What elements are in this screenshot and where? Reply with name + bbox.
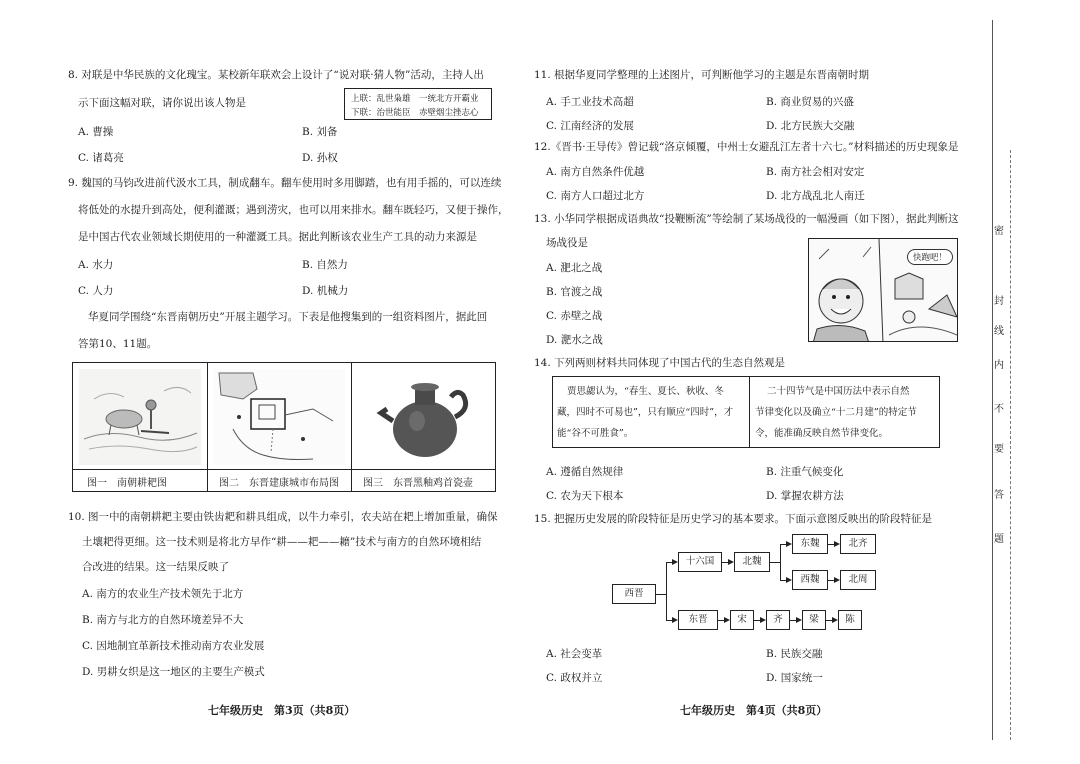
q9-stem-line2: 将低处的水提升到高处，便利灌溉；遇到涝灾，也可以用来排水。翻车既轻巧，又便于操作， (78, 204, 509, 216)
margin-char-1: 密 (994, 226, 1004, 237)
q9-stem-line3: 是中国古代农业领域长期使用的一种灌溉工具。据此判断该农业生产工具的动力来源是 (78, 231, 477, 243)
q14-stem: 14. 下列两则材料共同体现了中国古代的生态自然观是 (534, 357, 786, 369)
margin-char-4: 内 (994, 360, 1004, 371)
intro-line2: 答第10、11题。 (78, 338, 158, 350)
q13-option-c[interactable]: C. 赤壁之战 (546, 310, 603, 322)
material2-line2: 节律变化以及确立“十二月建”的特定节 (755, 407, 917, 418)
farming-illustration (79, 369, 201, 465)
q12-option-d[interactable]: D. 北方战乱北人南迁 (766, 190, 865, 202)
margin-char-7: 答 (994, 490, 1004, 501)
node-dongjin: 东晋 (678, 610, 718, 630)
figure2-caption: 图二 东晋建康城市布局图 (219, 478, 339, 489)
q10-stem-line1: 10. 图一中的南朝耕耙主要由铁齿耙和耕具组成，以牛力牵引，农夫站在耙上增加重量，确保 (68, 511, 498, 523)
q14-option-d[interactable]: D. 掌握农耕方法 (766, 490, 844, 502)
couplet-lower: 下联：治世能臣 赤壁烟尘挫志心 (351, 108, 479, 118)
q9-option-c[interactable]: C. 人力 (78, 285, 114, 297)
q15-option-a[interactable]: A. 社会变革 (546, 648, 603, 660)
couplet-box (344, 88, 492, 120)
q9-option-b[interactable]: B. 自然力 (302, 259, 348, 271)
node-liang: 梁 (802, 610, 826, 630)
q9-option-d[interactable]: D. 机械力 (302, 285, 349, 297)
q12-option-b[interactable]: B. 南方社会相对安定 (766, 166, 865, 178)
q8-option-d[interactable]: D. 孙权 (302, 152, 338, 164)
node-beiwei: 北魏 (734, 552, 770, 572)
node-qi: 齐 (766, 610, 790, 630)
city-layout-map (213, 369, 345, 465)
material2-line3: 令，能准确反映自然节律变化。 (755, 428, 889, 439)
figures-table (72, 362, 496, 492)
margin-char-5: 不 (994, 404, 1004, 415)
q14-option-c[interactable]: C. 农为天下根本 (546, 490, 624, 502)
q15-option-d[interactable]: D. 国家统一 (766, 672, 823, 684)
q9-stem-line1: 9. 魏国的马钧改进前代汲水工具，制成翻车。翻车使用时多用脚踏，也有用手摇的，可以连续 (68, 177, 502, 189)
cartoon-speech-bubble: 快跑吧！ (907, 249, 953, 265)
q10-option-a[interactable]: A. 南方的农业生产技术领先于北方 (82, 588, 244, 600)
q15-option-b[interactable]: B. 民族交融 (766, 648, 823, 660)
q11-option-c[interactable]: C. 江南经济的发展 (546, 120, 634, 132)
margin-char-6: 要 (994, 444, 1004, 455)
node-shiliuguo: 十六国 (678, 552, 722, 572)
node-chen: 陈 (838, 610, 862, 630)
q13-stem-line1: 13. 小华同学根据成语典故“投鞭断流”等绘制了某场战役的一幅漫画（如下图），据此判断这 (534, 213, 959, 225)
q15-option-c[interactable]: C. 政权并立 (546, 672, 603, 684)
q8-option-a[interactable]: A. 曹操 (78, 126, 114, 138)
q10-stem-line2: 土壤耙得更细。这一技术则是将北方早作“耕——耙——耱”技术与南方的自然环境相结 (82, 536, 482, 548)
q11-option-a[interactable]: A. 手工业技术高超 (546, 96, 634, 108)
q12-option-c[interactable]: C. 南方人口超过北方 (546, 190, 645, 202)
q13-option-a[interactable]: A. 淝北之战 (546, 262, 603, 274)
q13-option-d[interactable]: D. 淝水之战 (546, 334, 603, 346)
q13-stem-line2: 场战役是 (546, 237, 588, 249)
chicken-head-ewer (359, 369, 491, 465)
node-song: 宋 (730, 610, 754, 630)
q13-option-b[interactable]: B. 官渡之战 (546, 286, 603, 298)
q9-option-a[interactable]: A. 水力 (78, 259, 114, 271)
q14-option-b[interactable]: B. 注重气候变化 (766, 466, 844, 478)
material2-line1: 二十四节气是中国历法中表示自然 (767, 386, 910, 397)
q8-stem-line1: 8. 对联是中华民族的文化瑰宝。某校新年联欢会上设计了“说对联·猜人物”活动，主持人出 (68, 69, 484, 81)
q8-option-b[interactable]: B. 刘备 (302, 126, 338, 138)
node-xijin: 西晋 (612, 584, 656, 604)
margin-rule-left (992, 20, 993, 740)
material1-line2: 藏，四时不可易也”，只有顺应“四时”，才 (557, 407, 734, 418)
q8-option-c[interactable]: C. 诸葛亮 (78, 152, 124, 164)
figure3-caption: 图三 东晋黑釉鸡首瓷壶 (363, 478, 473, 489)
q15-stem: 15. 把握历史发展的阶段特征是历史学习的基本要求。下面示意图反映出的阶段特征是 (534, 513, 933, 525)
q8-stem-line2: 示下面这幅对联，请你说出该人物是 (78, 97, 246, 109)
q12-option-a[interactable]: A. 南方自然条件优越 (546, 166, 645, 178)
margin-char-8: 题 (994, 534, 1004, 545)
node-xiwei: 西魏 (792, 570, 828, 590)
q10-stem-line3: 合改进的结果。这一结果反映了 (82, 561, 229, 573)
material1-line3: 能“谷不可胜食”。 (557, 428, 634, 439)
q11-stem: 11. 根据华夏同学整理的上述图片，可判断他学习的主题是东晋南朝时期 (534, 69, 870, 81)
right-page-footer: 七年级历史 第4页（共8页） (680, 704, 828, 717)
margin-seal-line (1010, 150, 1011, 740)
node-dongwei: 东魏 (792, 534, 828, 554)
couplet-upper: 上联：乱世枭雄 一统北方开霸业 (351, 94, 479, 104)
margin-char-2: 封 (994, 296, 1004, 307)
node-beiqi: 北齐 (840, 534, 876, 554)
q10-option-b[interactable]: B. 南方与北方的自然环境差异不大 (82, 614, 244, 626)
q11-option-b[interactable]: B. 商业贸易的兴盛 (766, 96, 854, 108)
q11-option-d[interactable]: D. 北方民族大交融 (766, 120, 855, 132)
q10-option-c[interactable]: C. 因地制宜革新技术推动南方农业发展 (82, 640, 265, 652)
material1-line1: 贾思勰认为，“春生、夏长、秋收、冬 (567, 386, 724, 397)
q14-option-a[interactable]: A. 遵循自然规律 (546, 466, 624, 478)
q12-stem: 12.《晋书·王导传》曾记载“洛京倾覆，中州士女避乱江左者十六七。”材料描述的历史现象是 (534, 141, 959, 153)
q10-option-d[interactable]: D. 男耕女织是这一地区的主要生产模式 (82, 666, 265, 678)
node-beizhou: 北周 (840, 570, 876, 590)
intro-line1: 华夏同学围绕“东晋南朝历史”开展主题学习。下表是他搜集到的一组资料图片，据此回 (88, 311, 488, 323)
q14-materials-table (552, 376, 940, 448)
battle-cartoon (808, 238, 958, 342)
margin-char-3: 线 (994, 326, 1004, 337)
figure1-caption: 图一 南朝耕耙图 (87, 478, 167, 489)
left-page-footer: 七年级历史 第3页（共8页） (208, 704, 356, 717)
